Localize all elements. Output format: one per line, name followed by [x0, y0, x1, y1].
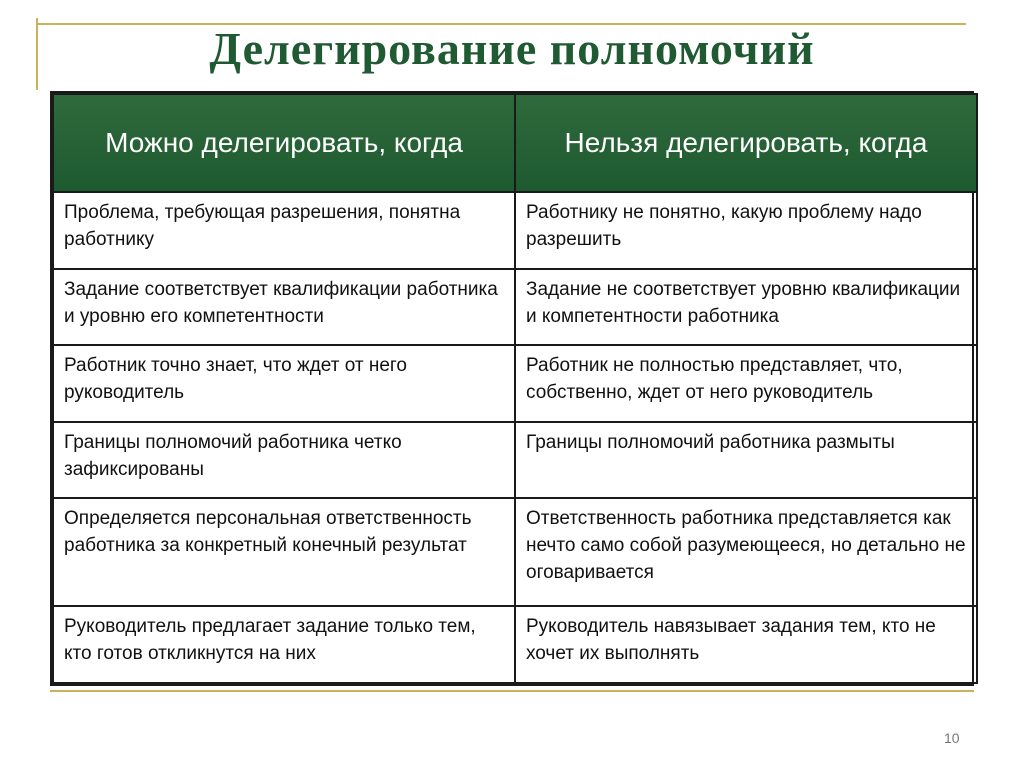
cell-cannot-delegate: Задание не соответствует уровню квалификации и компетентности работника [515, 269, 977, 346]
cell-can-delegate: Определяется персональная ответственность работника за конкретный конечный результат [53, 498, 515, 606]
cell-cannot-delegate: Работник не полностью представляет, что, собственно, ждет от него руководитель [515, 345, 977, 422]
cell-can-delegate: Задание соответствует квалификации работника и уровню его компетентности [53, 269, 515, 346]
table-row [53, 269, 977, 346]
table-row [53, 192, 977, 269]
header-can-delegate: Можно делегировать, когда [53, 94, 515, 192]
page-number: 10 [944, 730, 960, 746]
page-title: Делегирование полномочий [209, 23, 815, 74]
decorative-bottom-line [50, 690, 974, 692]
cell-can-delegate: Проблема, требующая разрешения, понятна работнику [53, 192, 515, 269]
header-cannot-delegate: Нельзя делегировать, когда [515, 94, 977, 192]
cell-can-delegate: Работник точно знает, что ждет от него руководитель [53, 345, 515, 422]
table-row [53, 345, 977, 422]
cell-can-delegate: Границы полномочий работника четко зафиксированы [53, 422, 515, 499]
cell-cannot-delegate: Ответственность работника представляется как нечто само собой разумеющееся, но детально не оговаривается [515, 498, 977, 606]
cell-can-delegate: Руководитель предлагает задание только тем, кто готов откликнутся на них [53, 606, 515, 683]
table-header-row [53, 94, 977, 192]
table-row [53, 606, 977, 683]
cell-cannot-delegate: Руководитель навязывает задания тем, кто не хочет их выполнять [515, 606, 977, 683]
cell-cannot-delegate: Работнику не понятно, какую проблему надо разрешить [515, 192, 977, 269]
delegation-table [52, 93, 978, 684]
delegation-table-container [50, 91, 974, 686]
table-row [53, 422, 977, 499]
cell-cannot-delegate: Границы полномочий работника размыты [515, 422, 977, 499]
table-row [53, 498, 977, 606]
